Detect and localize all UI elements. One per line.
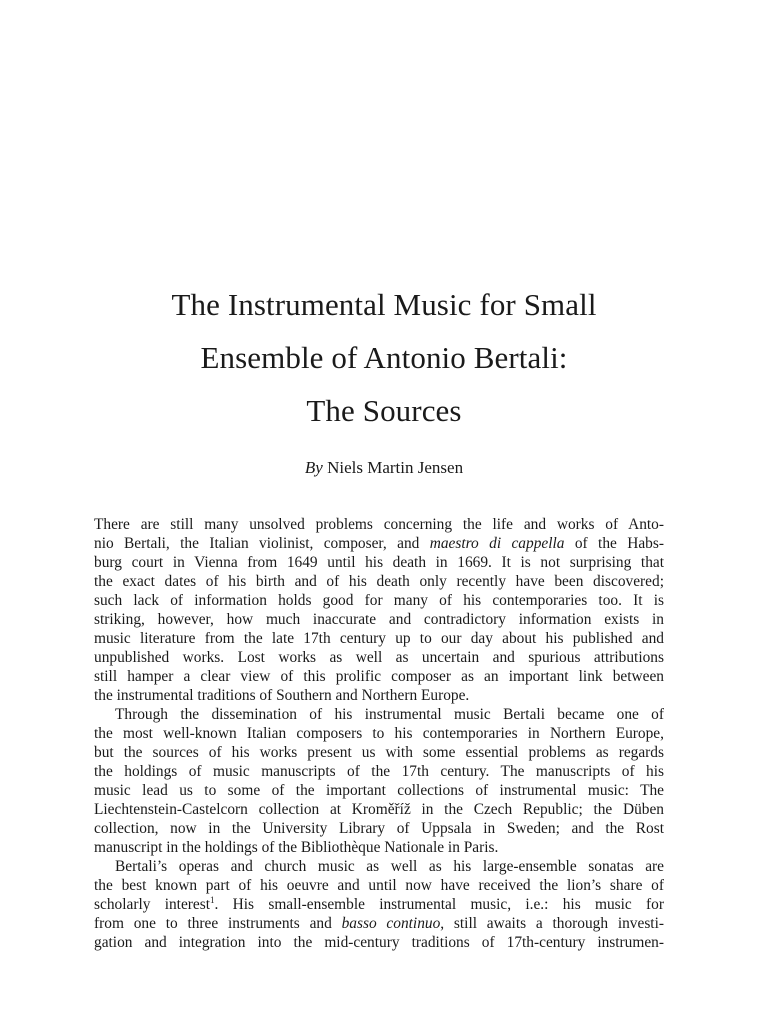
title-line-1: The Instrumental Music for Small <box>171 287 597 322</box>
text-line: Liechtenstein-Castelcorn collection at Kroměříž in the Czech Republic; the Düben <box>94 801 664 818</box>
text-line: collection, now in the University Library of Uppsala in Sweden; and the Rost <box>94 820 664 837</box>
text-line: burg court in Vienna from 1649 until his death in 1669. It is not surprising that <box>94 554 664 571</box>
italic-term: basso continuo <box>341 915 441 932</box>
byline-prefix: By <box>304 458 323 477</box>
text-line: Bertali’s operas and church music as well as his large-ensemble sonatas are <box>115 858 664 875</box>
text-line: but the sources of his works present us with some essential problems as regards <box>94 744 664 761</box>
article-body <box>94 515 664 952</box>
text-line: music literature from the late 17th century up to our day about his published and <box>94 630 664 647</box>
text-line: striking, however, how much inaccurate and contradictory information exists in <box>94 611 664 628</box>
text-line: the holdings of music manuscripts of the 17th century. The manuscripts of his <box>94 763 664 780</box>
text-line: Through the dissemination of his instrumental music Bertali became one of <box>115 706 664 723</box>
text-line: scholarly interest$^1$. His small-ensemble instrumental music, i.e.: his music for <box>94 894 664 913</box>
author-name: Niels Martin Jensen <box>327 458 464 477</box>
text-line: nio Bertali, the Italian violinist, composer, and maestro di cappella of the Habs- <box>94 535 664 552</box>
text-line: the best known part of his oeuvre and until now have received the lion’s share of <box>94 877 664 894</box>
text-line: music lead us to some of the important collections of instrumental music: The <box>94 782 664 799</box>
text-line: the most well-known Italian composers to his contemporaries in Northern Europe, <box>94 725 664 742</box>
byline <box>0 456 768 480</box>
text-line: gation and integration into the mid-century traditions of 17th-century instrumen- <box>94 934 664 951</box>
title-line-2: Ensemble of Antonio Bertali: <box>200 340 568 375</box>
paragraph-3 <box>94 857 664 952</box>
text-line: such lack of information holds good for many of his contemporaries too. It is <box>94 592 664 609</box>
text-line: manuscript in the holdings of the Bibliothèque Nationale in Paris. <box>94 839 499 856</box>
paragraph-1 <box>94 515 664 705</box>
title-line-3: The Sources <box>306 393 462 428</box>
text-line: still hamper a clear view of this prolific composer as an important link between <box>94 668 664 685</box>
text-line: unpublished works. Lost works as well as uncertain and spurious attributions <box>94 649 664 666</box>
text-line: from one to three instruments and basso continuo, still awaits a thorough investi- <box>94 915 664 932</box>
paragraph-2 <box>94 705 664 857</box>
text-line: There are still many unsolved problems concerning the life and works of Anto- <box>94 516 664 533</box>
article-title <box>0 278 768 437</box>
footnote-ref: 1 <box>210 894 215 905</box>
italic-term: maestro di cappella <box>429 535 565 552</box>
text-line: the exact dates of his birth and of his death only recently have been discovered; <box>94 573 664 590</box>
text-line: the instrumental traditions of Southern and Northern Europe. <box>94 687 470 704</box>
